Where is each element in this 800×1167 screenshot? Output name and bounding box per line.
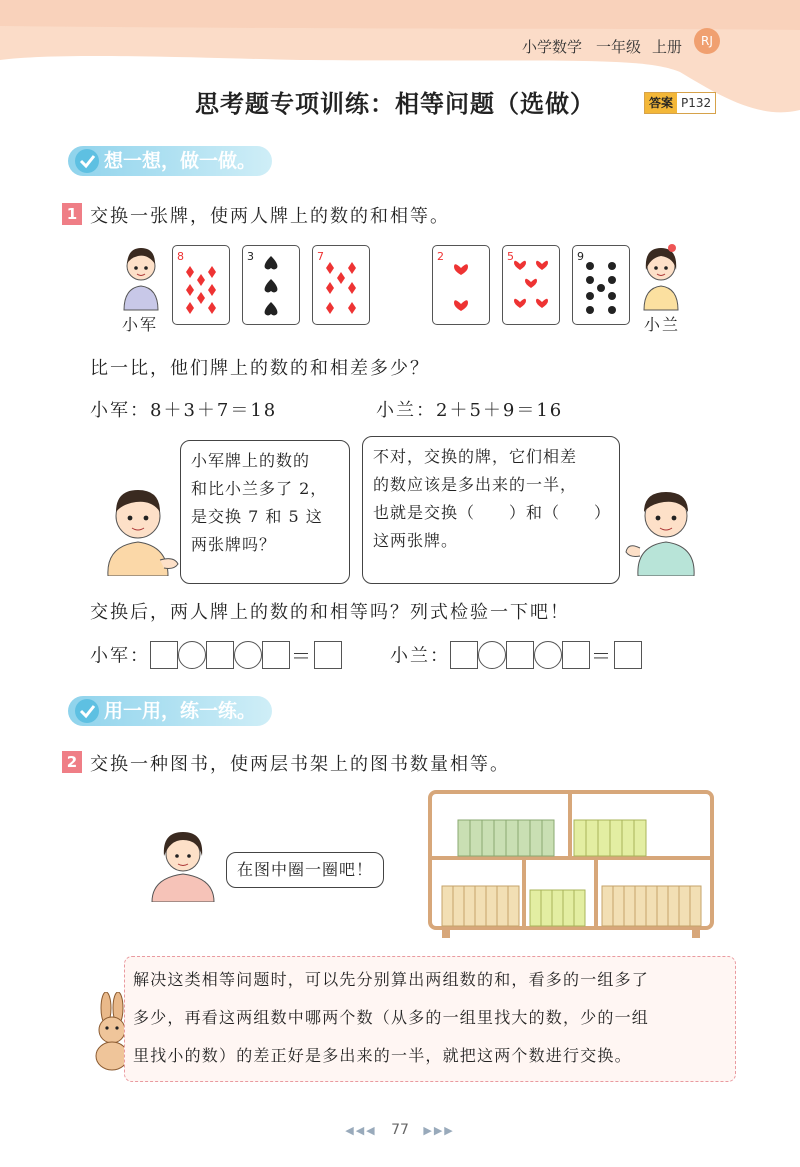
xiaojun-label: 小军 bbox=[122, 315, 159, 334]
check-instruction: 交换后，两人牌上的数的和相等吗？列式检验一下吧！ bbox=[90, 602, 570, 623]
question-number: 1 bbox=[62, 203, 82, 225]
operator-circle[interactable] bbox=[178, 641, 206, 669]
card-9-club bbox=[572, 245, 630, 325]
answer-box[interactable] bbox=[262, 641, 290, 669]
header-volume: 上册 bbox=[652, 38, 683, 56]
bubble-line: 两张牌吗？ bbox=[191, 535, 277, 554]
answer-box[interactable] bbox=[150, 641, 178, 669]
card-3-spade bbox=[242, 245, 300, 325]
fill-label: 小兰： bbox=[390, 645, 450, 667]
card-7-diamond bbox=[312, 245, 370, 325]
tip-line: 解决这类相等问题时，可以先分别算出两组数的和，看多的一组多了 bbox=[133, 970, 650, 989]
answer-box[interactable] bbox=[614, 641, 642, 669]
compare-question: 比一比，他们牌上的数的和相差多少？ bbox=[90, 358, 430, 379]
tip-box bbox=[124, 956, 736, 1082]
xiaolan-figure bbox=[638, 240, 684, 312]
tip-line: 多少，再看这两组数中哪两个数（从多的一组里找大的数，少的一组 bbox=[133, 1008, 650, 1027]
section-banner-think bbox=[68, 146, 272, 176]
xiaojun-sum: 小军：8＋3＋7＝18 bbox=[90, 400, 278, 421]
svg-text:8: 8 bbox=[177, 250, 184, 263]
boy-explaining-figure bbox=[624, 482, 706, 576]
question-text: 交换一种图书，使两层书架上的图书数量相等。 bbox=[90, 754, 510, 775]
operator-circle[interactable] bbox=[234, 641, 262, 669]
answer-box[interactable] bbox=[314, 641, 342, 669]
card-8-diamond bbox=[172, 245, 230, 325]
bubble-line: 的数应该是多出来的一半， bbox=[373, 475, 578, 494]
fill-label: 小军： bbox=[90, 645, 150, 667]
xiaojun-figure bbox=[118, 240, 164, 312]
equals-sign: ＝ bbox=[591, 644, 613, 668]
tip-line: 里找小的数）的差正好是多出来的一半，就把这两个数进行交换。 bbox=[133, 1046, 632, 1065]
right-arrows-icon: ▶▶▶ bbox=[423, 1124, 455, 1137]
bubble-line: 是交换 7 和 5 这 bbox=[191, 507, 323, 526]
card-5-heart bbox=[502, 245, 560, 325]
boy-thinking-figure bbox=[98, 480, 184, 576]
header-grade: 一年级 bbox=[596, 38, 642, 56]
svg-text:2: 2 bbox=[437, 250, 444, 263]
operator-circle[interactable] bbox=[534, 641, 562, 669]
teacher-figure bbox=[148, 826, 218, 902]
speech-bubble-right bbox=[362, 436, 620, 584]
bookshelf[interactable] bbox=[428, 790, 714, 940]
header-subject: 小学数学 bbox=[522, 38, 583, 56]
svg-text:5: 5 bbox=[507, 250, 514, 263]
check-icon bbox=[74, 698, 100, 724]
answer-label: 答案 bbox=[645, 93, 677, 113]
bubble-line[interactable]: 也就是交换（ ）和（ ） bbox=[373, 503, 612, 522]
page-title: 思考题专项训练：相等问题（选做） bbox=[195, 90, 595, 118]
section-banner-practice bbox=[68, 696, 272, 726]
answer-ref[interactable] bbox=[644, 92, 716, 114]
answer-box[interactable] bbox=[506, 641, 534, 669]
speech-bubble-left bbox=[180, 440, 350, 584]
check-icon bbox=[74, 148, 100, 174]
xiaolan-label: 小兰 bbox=[644, 315, 681, 334]
operator-circle[interactable] bbox=[478, 641, 506, 669]
page-footer bbox=[330, 1122, 470, 1138]
section-label: 用一用，练一练。 bbox=[104, 700, 257, 722]
teacher-bubble: 在图中圈一圈吧！ bbox=[226, 852, 384, 888]
answer-page: P132 bbox=[681, 96, 712, 110]
answer-box[interactable] bbox=[562, 641, 590, 669]
svg-text:9: 9 bbox=[577, 250, 584, 263]
bubble-line: 小军牌上的数的 bbox=[191, 451, 311, 470]
fill-row-xiaojun bbox=[90, 640, 342, 669]
fill-row-xiaolan bbox=[390, 640, 642, 669]
page-number: 77 bbox=[391, 1122, 409, 1138]
bubble-line: 这两张牌。 bbox=[373, 531, 459, 550]
question-number: 2 bbox=[62, 751, 82, 773]
left-arrows-icon: ◀◀◀ bbox=[345, 1124, 377, 1137]
question-text: 交换一张牌，使两人牌上的数的和相等。 bbox=[90, 206, 450, 227]
svg-text:7: 7 bbox=[317, 250, 324, 263]
card-2-heart bbox=[432, 245, 490, 325]
bubble-line: 和比小兰多了 2， bbox=[191, 479, 328, 498]
answer-box[interactable] bbox=[450, 641, 478, 669]
edition-badge: RJ bbox=[694, 28, 720, 54]
answer-box[interactable] bbox=[206, 641, 234, 669]
xiaolan-sum: 小兰：2＋5＋9＝16 bbox=[376, 400, 564, 421]
bubble-line: 不对，交换的牌，它们相差 bbox=[373, 447, 578, 466]
section-label: 想一想，做一做。 bbox=[104, 150, 257, 172]
equals-sign: ＝ bbox=[291, 644, 313, 668]
svg-text:3: 3 bbox=[247, 250, 254, 263]
